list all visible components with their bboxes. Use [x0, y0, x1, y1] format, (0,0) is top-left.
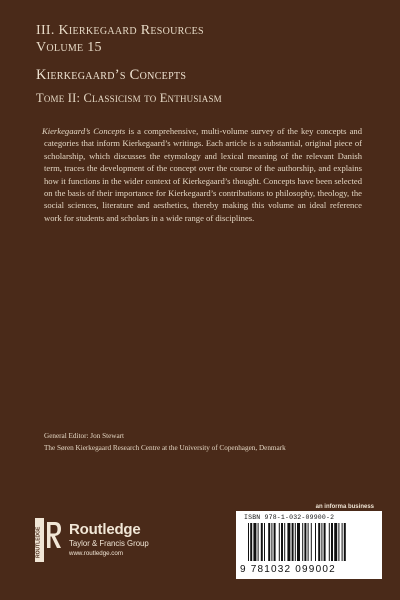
- cover-header: [36, 22, 370, 106]
- isbn-label: ISBN 978-1-032-09900-2: [244, 514, 335, 521]
- blurb-italic-lead: Kierkegaard’s Concepts: [42, 126, 126, 136]
- publisher-url: www.routledge.com: [69, 550, 123, 557]
- publisher-group: Taylor & Francis Group: [69, 539, 149, 548]
- series-line: III. Kierkegaard Resources: [36, 23, 204, 38]
- publisher-block: [35, 518, 149, 562]
- barcode-bars: [248, 523, 374, 561]
- general-editor: General Editor: Jon Stewart: [44, 432, 125, 440]
- credits: [44, 430, 374, 454]
- back-cover-blurb: [44, 125, 362, 224]
- research-centre: The Søren Kierkegaard Research Centre at the University of Copenhagen, Denmark: [44, 444, 286, 452]
- blurb-text: is a comprehensive, multi-volume survey of the key concepts and categories that inform Kierkegaard’s writings. Each article is a substantial, original piece of scholarship, which discusses the etymology and lexical meaning of the relevant Danish term, traces the development of the concept over the course of the authorship, and explains how it functions in the wider context of Kierkegaard’s thought. Concepts have been selected on the basis of their importance for Kierkegaard’s contributions to philosophy, theology, the social sciences, literature and aesthetics, thereby making this volume an ideal reference work for students and scholars in a wide range of disciplines.: [44, 126, 362, 223]
- logo-side-text: ROUTLEDGE: [35, 526, 42, 558]
- isbn-barcode: [236, 511, 382, 579]
- barcode-digits: 9 781032 099002: [240, 564, 336, 575]
- routledge-logo-icon: [35, 518, 63, 562]
- book-subtitle: Tome II: Classicism to Enthusiasm: [36, 91, 222, 105]
- informa-tagline: an informa business: [315, 504, 374, 510]
- volume-line: Volume 15: [36, 40, 102, 55]
- book-title: Kierkegaard’s Concepts: [36, 67, 187, 83]
- publisher-name: Routledge: [69, 521, 141, 538]
